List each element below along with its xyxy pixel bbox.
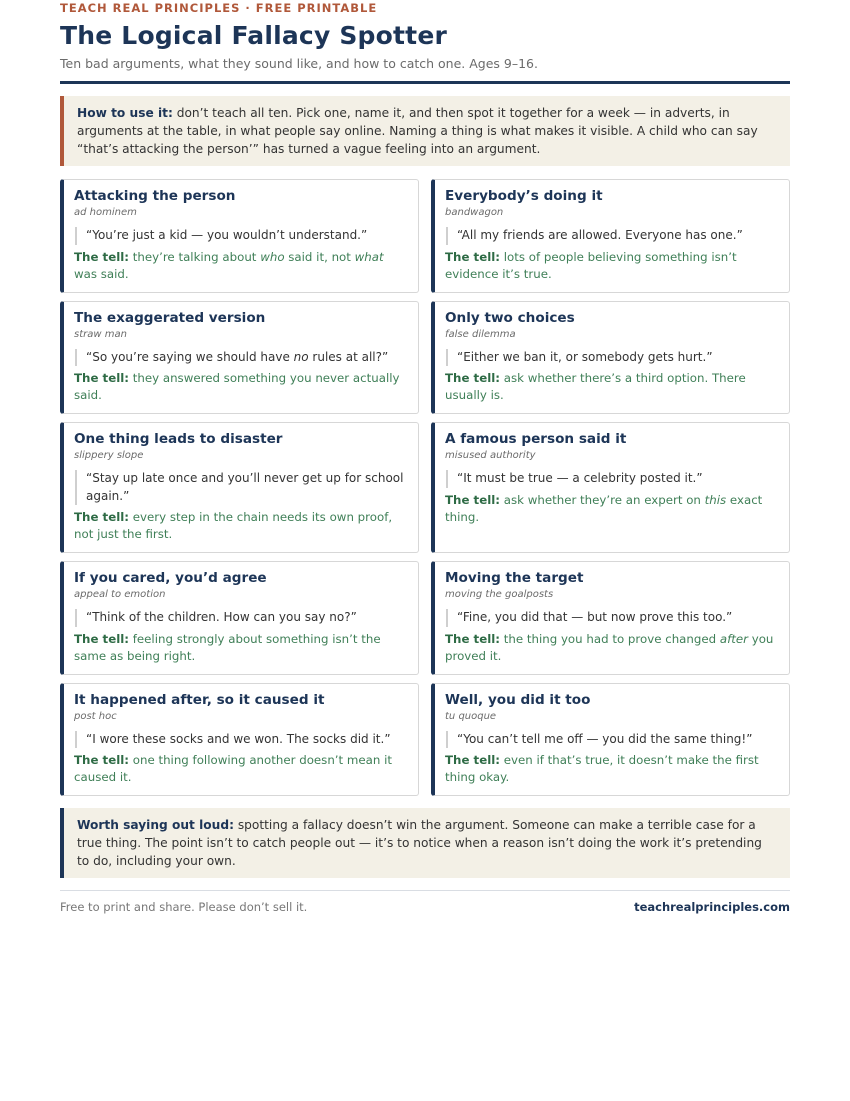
emphasis: who [260,249,285,264]
fallacy-name: Everybody’s doing it [445,188,603,204]
worth-saying-callout [60,808,790,878]
example-quote: “All my friends are allowed. Everyone has one.” [446,227,779,245]
fallacy-name: If you cared, you’d agree [74,570,267,586]
the-tell [74,631,408,665]
fallacy-card [431,683,790,797]
tell-label: The tell: [74,371,129,385]
example-quote: “It must be true — a celebrity posted it.” [446,470,779,488]
text-run: you proved it. [445,631,774,663]
fallacy-latin-name: misused authority [445,450,536,461]
fallacy-latin-name: post hoc [74,710,117,722]
example-quote [75,349,408,367]
text-run: every step in the chain needs its own proof, not just the first. [74,510,393,541]
fallacy-card [431,422,790,553]
the-tell [445,370,779,404]
fallacy-card [431,301,790,415]
fallacy-latin-name: false dilemma [445,328,516,340]
the-tell [74,509,408,543]
fallacy-card [60,301,419,415]
fallacy-name: Only two choices [445,309,575,326]
text-run: lots of people believing something isn’t evidence it’s true. [445,249,737,281]
fallacy-name: Attacking the person [74,188,236,204]
fallacy-latin-name: moving the goalposts [445,589,554,600]
title-rule [60,81,790,84]
tell-label: The tell: [74,753,129,767]
page-title: The Logical Fallacy Spotter [60,21,448,50]
fallacy-name: Moving the target [445,570,584,586]
fallacy-card [431,179,790,293]
callout-text: don’t teach all ten. Pick one, name it, and then spot it together for a week — in adverts, in arguments at the table, in what people say online. Naming a thing is what makes it visible. A child who can say “that’s attacking the person’” has turned a vague feeling into an argument. [77,106,758,156]
emphasis: this [704,492,727,507]
the-tell [445,752,779,786]
tell-label: The tell: [445,492,500,507]
example-quote: “Fine, you did that — but now prove this too.” [446,609,779,627]
text-run: rules at all?” [308,349,389,364]
text-run: even if that’s true, it doesn’t make the first thing okay. [445,753,759,784]
the-tell [445,492,779,526]
callout-lead: How to use it: [77,106,173,120]
fallacy-latin-name: bandwagon [445,207,504,218]
callout-text: spotting a fallacy doesn’t win the argument. Someone can make a terrible case for a true thing. The point isn’t to catch people out — it’s to notice when a reason isn’t doing the work it’s pretending to do, including your own. [77,818,762,868]
fallacy-name: It happened after, so it caused it [74,691,325,708]
fallacy-name: The exaggerated version [74,309,266,326]
fallacy-latin-name: ad hominem [74,207,137,218]
fallacy-latin-name: appeal to emotion [74,589,166,600]
footer-note: Free to print and share. Please don’t sell it. [60,900,308,914]
example-quote: “I wore these socks and we won. The socks did it.” [75,731,408,749]
how-to-use-callout [60,96,790,166]
emphasis: after [719,631,748,646]
text-run: ask whether there’s a third option. There usually is. [445,371,746,402]
callout-lead: Worth saying out loud: [77,818,234,832]
kicker: TEACH REAL PRINCIPLES · FREE PRINTABLE [60,1,378,15]
fallacy-name: One thing leads to disaster [74,431,283,447]
text-run: was said. [74,266,129,281]
fallacy-latin-name: slippery slope [74,450,144,461]
text-run: exact thing. [445,492,763,524]
the-tell [74,752,408,786]
footer-link[interactable]: teachrealprinciples.com [634,900,790,914]
fallacy-card [60,561,419,675]
fallacy-latin-name: straw man [74,328,127,340]
example-quote: “Stay up late once and you’ll never get up for school again.” [75,470,408,505]
example-quote: “You’re just a kid — you wouldn’t understand.” [75,227,408,245]
fallacy-name: A famous person said it [445,431,627,447]
the-tell [445,631,779,665]
tell-label: The tell: [74,631,129,646]
text-run: one thing following another doesn’t mean it caused it. [74,753,393,784]
example-quote: “You can’t tell me off — you did the same thing!” [446,731,779,749]
tell-label: The tell: [445,631,500,646]
tell-label: The tell: [74,249,129,264]
fallacy-grid [60,179,790,796]
example-quote: “Either we ban it, or somebody gets hurt.” [446,349,779,367]
fallacy-name: Well, you did it too [445,691,591,708]
example-quote: “Think of the children. How can you say no?” [75,609,408,627]
text-run: they answered something you never actually said. [74,371,400,402]
page-subtitle: Ten bad arguments, what they sound like, and how to catch one. Ages 9–16. [60,56,538,71]
tell-label: The tell: [445,371,500,385]
fallacy-card [60,422,419,553]
text-run: they’re talking about [129,249,261,264]
footer [60,890,790,914]
text-run: “So you’re saying we should have [86,349,294,364]
text-run: ask whether they’re an expert on [500,492,705,507]
text-run: feeling strongly about something isn’t the same as being right. [74,631,381,663]
printable-page [60,1,790,914]
fallacy-latin-name: tu quoque [445,710,497,722]
emphasis: what [354,249,384,264]
the-tell [74,370,408,404]
tell-label: The tell: [445,753,500,767]
the-tell [74,249,408,283]
fallacy-card [431,561,790,675]
fallacy-card [60,179,419,293]
tell-label: The tell: [74,510,129,524]
emphasis: no [293,349,309,364]
fallacy-card [60,683,419,797]
text-run: the thing you had to prove changed [500,631,720,646]
the-tell [445,249,779,283]
tell-label: The tell: [445,249,500,264]
text-run: said it, not [284,249,355,264]
